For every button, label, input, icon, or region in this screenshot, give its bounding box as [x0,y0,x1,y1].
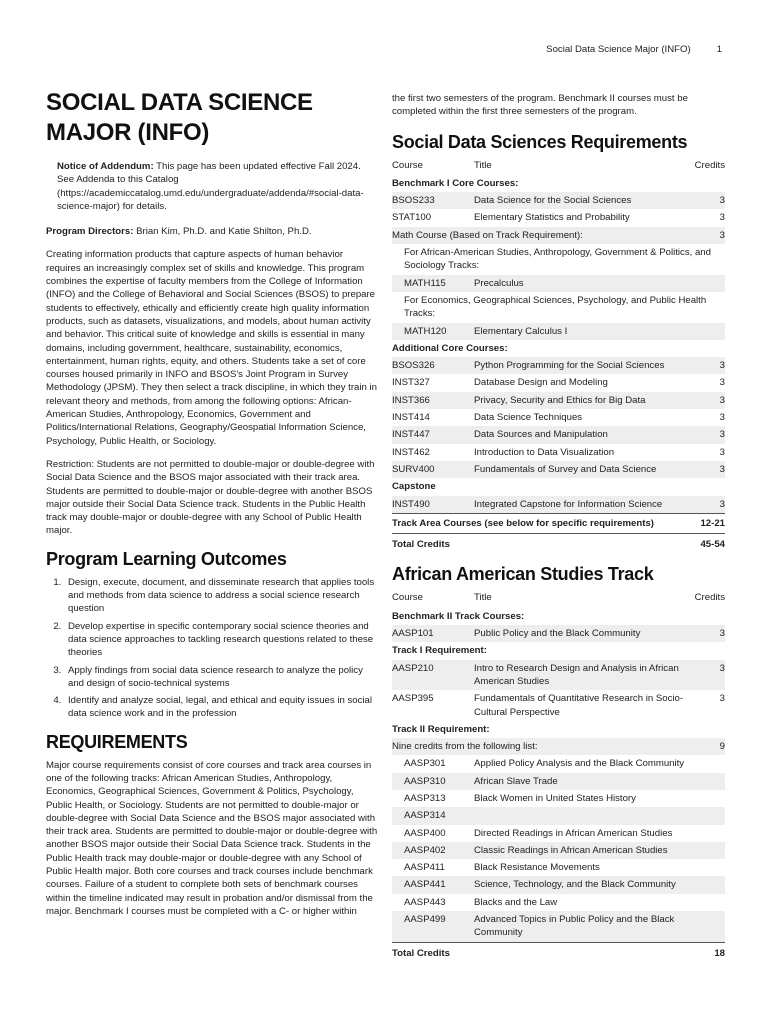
left-column [46,88,379,928]
course-title: Privacy, Security and Ethics for Big Data [474,392,685,409]
math-course-label: Math Course (Based on Track Requirement): [392,227,685,244]
track-area-label: Track Area Courses (see below for specific requirements) [392,513,685,533]
course-title: Data Science Techniques [474,412,583,424]
program-directors [46,225,379,238]
course-title: Database Design and Modeling [474,377,608,389]
continuation-paragraph: the first two semesters of the program. Benchmark II courses must be completed within the first three semesters of the program. [392,93,688,118]
track-area-credits: 12-21 [685,513,725,533]
table-row [392,426,725,443]
table-row [392,755,725,772]
page-title: SOCIAL DATA SCIENCE MAJOR (INFO) [46,89,313,146]
course-code[interactable]: AASP314 [392,807,474,824]
course-credits: 3 [719,693,725,705]
course-code[interactable]: AASP411 [404,862,445,874]
table-subheading: Track II Requirement: [392,723,490,735]
course-title: Fundamentals of Survey and Data Science [474,461,685,478]
course-title: Data Science for the Social Sciences [474,192,685,209]
total-credits-label: Total Credits [392,942,685,964]
course-title: Applied Policy Analysis and the Black Community [474,758,685,770]
table-row [392,790,725,807]
course-title: Advanced Topics in Public Policy and the Black Community [474,911,685,942]
course-code[interactable]: INST462 [392,446,430,458]
course-code[interactable]: AASP499 [392,911,474,942]
table-row [392,209,725,226]
directors-text: Brian Kim, Ph.D. and Katie Shilton, Ph.D. [133,226,312,238]
course-title: Integrated Capstone for Information Science [474,496,685,514]
course-code[interactable]: AASP310 [392,773,474,790]
table-subheading: Benchmark I Core Courses: [392,177,519,189]
course-code[interactable]: AASP441 [392,876,474,893]
page-number: 1 [716,44,722,55]
course-credits: 3 [685,660,725,691]
table-note: For Economics, Geographical Sciences, Psychology, and Public Health Tracks: [404,294,707,320]
course-credits: 3 [719,412,725,424]
sds-requirements-table [392,159,725,556]
course-code[interactable]: SURV400 [392,461,474,478]
table-row [392,807,725,824]
course-credits: 3 [719,212,725,224]
outcomes-list [46,576,379,721]
table-row [392,876,725,893]
nine-credits-label: Nine credits from the following list: [392,738,685,755]
sds-requirements-heading: Social Data Sciences Requirements [392,131,688,152]
course-credits: 3 [685,496,725,514]
course-credits: 3 [719,446,725,458]
table-header-row [392,591,725,607]
course-code[interactable]: AASP400 [404,827,446,839]
course-credits: 3 [685,392,725,409]
table-row [392,323,725,340]
notice-text: This page has been updated effective Fall 2024. See Addenda to this Catalog (https://academiccatalog.umd.edu/undergraduate/addenda/#social-data-science-major) for details. [57,161,364,212]
course-title: Python Programming for the Social Sciences [474,357,685,374]
table-row [392,738,725,755]
table-row [392,409,725,426]
table-row [392,690,725,721]
table-subheading: Track I Requirement: [392,645,487,657]
course-code[interactable]: BSOS233 [392,192,474,209]
course-credits: 9 [685,738,725,755]
table-row [392,444,725,461]
course-code[interactable]: MATH120 [392,323,474,340]
table-row [392,227,725,244]
directors-label: Program Directors: [46,226,134,238]
table-row [392,911,725,942]
col-course-header: Course [392,159,423,171]
requirements-paragraph: Major course requirements consist of core courses and track area courses in one of the following tracks: African American Studies, Anthropology, Economics, Geographical Sciences, Government & Politics, Psychology, Public Health, or Sociology. Students are not permitted to double-major or double-degree with Social Data Science and the BSOS major associated with their track area. Students are permitted to double-major or double-degree with another BSOS major outside their Social Data Science track. Students in the Public Health track may double-major or double-degree with any School of Public Health major. Both core courses and track courses include benchmark courses. Failure of a student to complete both sets of benchmark courses within the timeline indicated may result in probation and/or dismissal from the major. Benchmark I courses must be completed with a C- or higher within [46,759,378,917]
outcome-item: 3. Apply findings from social data science research to analyze the policy and design of socio-technical systems [64,664,379,691]
intro-paragraph: Creating information products that capture aspects of human behavior requires an increasingly complex set of skills and knowledge. This program combines the expertise of faculty members from the College of Information (INFO) and the College of Behavioral and Social Sciences (BSOS) to prepare students to effectively, ethically and efficiently create high quality information products, such as datasets, visualizations, and models, about human activity and behavior. This critical suite of knowledge and skills is essential in many domains, including government, healthcare, sustainability, economics, entertainment, human rights, equity, and others. Students take a set of core courses housed primarily in INFO and BSOS's Joint Program in Survey Methodology (JPSM). They then select a track discipline, in which they train in relevant theory and methods, from among the following options: African-American Studies, Anthropology, Economics, Government and Politics/International Relations, Geography/Geospatial Information Science, Psychology, Public Health, or Sociology. [46,249,377,447]
col-credits-header: Credits [694,592,725,604]
course-title: Public Policy and the Black Community [474,625,685,642]
course-code[interactable]: AASP443 [404,896,446,908]
course-code[interactable]: INST366 [392,392,474,409]
table-row [392,357,725,374]
course-title: Intro to Research Design and Analysis in African American Studies [474,660,685,691]
course-title: Data Sources and Manipulation [474,426,685,443]
course-credits: 3 [685,426,725,443]
aas-track-table [392,591,725,964]
table-subheading: Benchmark II Track Courses: [392,610,525,622]
table-row [392,496,725,514]
course-code[interactable]: STAT100 [392,212,432,224]
total-credits-row [392,534,725,556]
col-course-header: Course [392,592,423,604]
course-code[interactable]: MATH115 [392,275,474,292]
table-note: For African-American Studies, Anthropology, Government & Politics, and Sociology Tracks: [404,247,711,272]
total-credits-row [392,942,725,964]
course-credits: 3 [685,227,725,244]
total-credits-label: Total Credits [392,534,685,556]
course-code[interactable]: AASP301 [404,758,446,770]
aas-track-heading: African American Studies Track [392,564,654,585]
table-row [392,660,725,691]
course-code[interactable]: AASP395 [392,693,434,705]
course-code[interactable]: AASP101 [392,625,474,642]
course-title: Elementary Statistics and Probability [474,212,630,224]
course-credits: 3 [685,625,725,642]
course-title: Elementary Calculus I [474,323,685,340]
table-header-row [392,159,725,175]
table-row [392,859,725,876]
course-title: Introduction to Data Visualization [474,446,615,458]
running-title: Social Data Science Major (INFO) [546,44,691,55]
course-title: Classic Readings in African American Studies [474,842,685,859]
outcome-item: 2. Develop expertise in specific contemporary social science theories and data science approaches to tackling research questions related to these theories [64,620,379,660]
course-title: Blacks and the Law [474,896,558,908]
table-row [392,625,725,642]
total-credits-value: 18 [685,942,725,964]
table-row [392,374,725,391]
course-title: African Slave Trade [474,773,685,790]
restriction-paragraph: Restriction: Students are not permitted to double-major or double-degree with Social Data Science and the BSOS major associated with their track area. Students are permitted to double-major or double-degree with another BSOS major outside their Social Data Science track. Students in the Public Health track may double-major or double-degree with any School of Public Health major. [46,458,375,537]
table-row [392,461,725,478]
course-title: Black Resistance Movements [474,862,600,874]
course-title: Fundamentals of Quantitative Research in Socio-Cultural Perspective [474,693,684,718]
total-credits-value: 45-54 [685,534,725,556]
notice-of-addendum [57,160,379,213]
outcome-item: 1. Design, execute, document, and disseminate research that applies tools and methods from data science to address a social science research question [64,576,379,616]
course-code[interactable]: BSOS326 [392,357,474,374]
table-row [392,773,725,790]
course-title: Precalculus [474,275,685,292]
course-title [474,807,685,824]
table-subheading: Additional Core Courses: [392,342,508,354]
col-title-header: Title [474,159,492,171]
table-row [392,392,725,409]
table-row [392,894,725,911]
notice-label: Notice of Addendum: [57,161,154,172]
course-code[interactable]: INST490 [392,496,474,514]
table-row [392,192,725,209]
course-code[interactable]: INST414 [392,412,430,424]
course-code[interactable]: AASP402 [392,842,474,859]
outcomes-heading: Program Learning Outcomes [46,548,287,569]
course-title: Black Women in United States History [474,792,636,804]
track-area-row [392,513,725,533]
requirements-heading: REQUIREMENTS [46,731,188,752]
right-column [392,92,725,972]
course-code[interactable]: INST447 [392,426,474,443]
course-code[interactable]: AASP210 [392,660,474,691]
table-row [392,275,725,292]
table-subheading: Capstone [392,481,436,493]
course-code[interactable]: AASP313 [404,792,446,804]
running-header [546,44,722,55]
course-credits: 3 [685,192,725,209]
table-row [392,825,725,842]
course-code[interactable]: INST327 [392,377,430,389]
course-title: Directed Readings in African American Studies [474,827,673,839]
table-row [392,842,725,859]
course-title: Science, Technology, and the Black Community [474,876,685,893]
col-credits-header: Credits [694,159,725,171]
course-credits: 3 [685,461,725,478]
outcome-item: 4. Identify and analyze social, legal, and ethical and equity issues in social data science work and in the profession [64,694,379,721]
col-title-header: Title [474,592,492,604]
course-credits: 3 [685,357,725,374]
course-credits: 3 [719,377,725,389]
